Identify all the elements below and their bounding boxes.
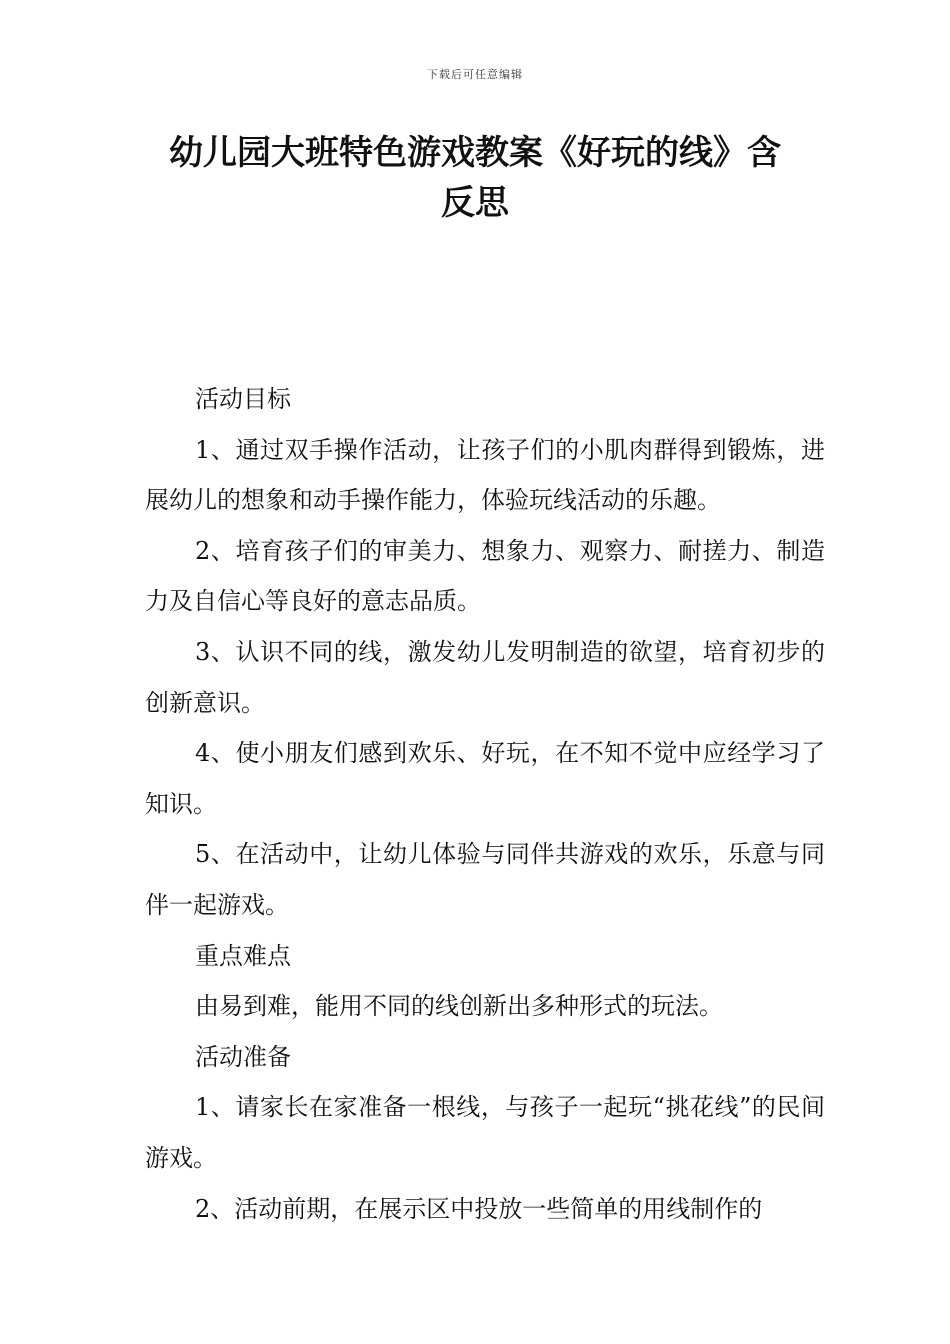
goal-item-3: 3、认识不同的线，激发幼儿发明制造的欲望，培育初步的创新意识。 [145, 637, 825, 717]
preparation-item-2: 2、活动前期，在展示区中投放一些简单的用线制作的 [195, 1194, 763, 1223]
section-heading-goals: 活动目标 [195, 385, 291, 413]
section-heading-key-points: 重点难点 [195, 941, 291, 970]
goal-item-5: 5、在活动中，让幼儿体验与同伴共游戏的欢乐，乐意与同伴一起游戏。 [145, 840, 825, 919]
goal-item-4: 4、使小朋友们感到欢乐、好玩，在不知不觉中应经学习了知识。 [145, 739, 825, 818]
goal-item-2: 2、培育孩子们的审美力、想象力、观察力、耐搓力、制造力及自信心等良好的意志品质。 [145, 536, 825, 616]
section-heading-preparation: 活动准备 [195, 1042, 291, 1071]
document-title [100, 128, 850, 228]
key-points-text: 由易到难，能用不同的线创新出多种形式的玩法。 [195, 992, 723, 1021]
title-line-1: 幼儿园大班特色游戏教案《好玩的线》含 [169, 133, 781, 173]
header-note: 下载后可任意编辑 [427, 68, 523, 81]
title-line-2: 反思 [441, 183, 509, 223]
goal-item-1: 1、通过双手操作活动，让孩子们的小肌肉群得到锻炼，进展幼儿的想象和动手操作能力，体验玩线活动的乐趣。 [145, 435, 825, 515]
preparation-item-1: 1、请家长在家准备一根线，与孩子一起玩“挑花线”的民间游戏。 [145, 1093, 825, 1172]
document-body [145, 374, 825, 1234]
